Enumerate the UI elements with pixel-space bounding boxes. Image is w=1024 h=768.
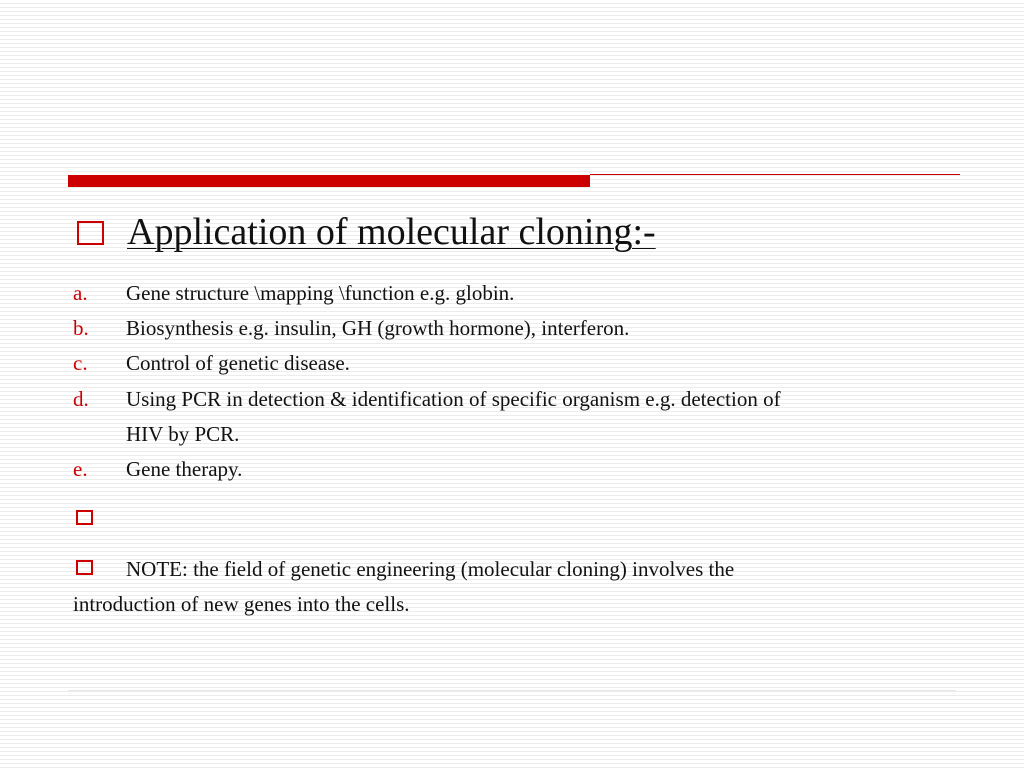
square-bullet-icon <box>76 510 93 525</box>
list-item: Gene therapy. <box>126 457 243 481</box>
square-bullet-icon <box>77 221 104 245</box>
list-item-continuation: HIV by PCR. <box>126 422 240 446</box>
list-item-letter: a. <box>73 281 88 305</box>
list-item: Using PCR in detection & identification of specific organism e.g. detection of <box>126 387 781 411</box>
list-item-letter: e. <box>73 457 88 481</box>
list-item-letter: c. <box>73 351 88 375</box>
slide-heading: Application of molecular cloning:- <box>127 211 656 253</box>
list-item: Control of genetic disease. <box>126 351 350 375</box>
footer-rule <box>68 690 956 691</box>
list-item-letter: b. <box>73 316 89 340</box>
list-item-letter: d. <box>73 387 89 411</box>
note-text-continuation: introduction of new genes into the cells. <box>73 592 410 616</box>
title-rule-thin <box>590 174 960 175</box>
note-text: NOTE: the field of genetic engineering (molecular cloning) involves the <box>126 557 735 581</box>
list-item: Gene structure \mapping \function e.g. globin. <box>126 281 515 305</box>
list-item: Biosynthesis e.g. insulin, GH (growth hormone), interferon. <box>126 316 630 340</box>
title-rule-thick <box>68 175 590 187</box>
square-bullet-icon <box>76 560 93 575</box>
